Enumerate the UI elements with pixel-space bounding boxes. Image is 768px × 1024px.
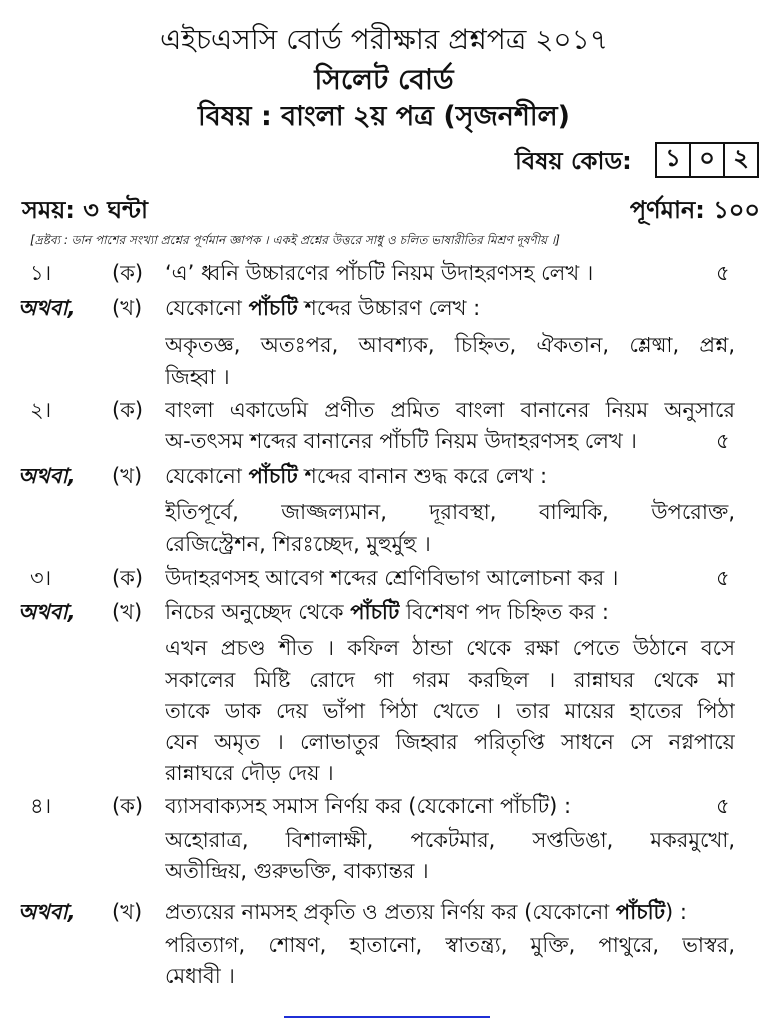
q1-kha-word-line: জিহ্বা । <box>165 365 230 389</box>
q4-number: ৪। <box>30 794 52 818</box>
subject-code-digit: ১ <box>657 144 691 176</box>
prompt-text: ) : <box>665 900 687 924</box>
full-marks: পূর্ণমান: ১০০ <box>629 196 760 224</box>
q3-paragraph-line: রান্নাঘরে দৌড় দেয় । <box>165 761 334 785</box>
q3-paragraph-line: যেন অমৃত । লোভাতুর জিহ্বার পরিতৃপ্তি সাধনে সে নগ্নপায়ে <box>165 730 735 754</box>
q3-ka-text: উদাহরণসহ আবেগ শব্দের শ্রেণিবিভাগ আলোচনা কর । <box>165 566 619 590</box>
q1-or-label: অথবা, <box>18 296 76 320</box>
q4-or-label: অথবা, <box>18 900 76 924</box>
q3-ka-label: (ক) <box>112 566 144 590</box>
q2-kha-prompt <box>165 461 735 491</box>
prompt-text: যেকোনো <box>165 464 249 488</box>
q4-ka-word-line: অতীন্দ্রিয়, গুরুভক্তি, বাক্যান্তর । <box>165 859 429 883</box>
q4-ka-text: ব্যাসবাক্যসহ সমাস নির্ণয় কর (যেকোনো পাঁচটি) : <box>165 794 572 818</box>
prompt-emphasis: পাঁচটি <box>615 900 666 924</box>
subject-heading: বিষয় : বাংলা ২য় পত্র (সৃজনশীল) <box>198 101 570 132</box>
q1-ka-marks: ৫ <box>716 261 730 285</box>
subject-code-digit: ২ <box>733 144 749 172</box>
prompt-text: শব্দের উচ্চারণ লেখ : <box>297 296 481 320</box>
q4-kha-word-line: মেধাবী । <box>165 964 235 988</box>
q2-ka-text-line: বাংলা একাডেমি প্রণীত প্রমিত বাংলা বানানের নিয়ম অনুসারে <box>165 398 735 422</box>
q3-kha-label: (খ) <box>112 600 143 624</box>
prompt-text: নিচের অনুচ্ছেদ থেকে <box>165 600 351 624</box>
prompt-text: শব্দের বানান শুদ্ধ করে লেখ : <box>297 464 548 488</box>
q4-ka-label: (ক) <box>112 794 144 818</box>
board-name: সিলেট বোর্ড <box>314 63 454 96</box>
q4-kha-label: (খ) <box>112 900 143 924</box>
q3-paragraph-line: এখন প্রচণ্ড শীত । কফিল ঠান্ডা থেকে রক্ষা পেতে উঠানে বসে <box>165 636 735 660</box>
q4-kha-prompt <box>165 897 735 927</box>
prompt-text: প্রত্যয়ের নামসহ প্রকৃতি ও প্রত্যয় নির্ণয় কর (যেকোনো <box>165 900 616 924</box>
q1-kha-label: (খ) <box>112 296 143 320</box>
subject-code-digit: ০ <box>691 144 725 176</box>
subject-code-box <box>655 142 759 178</box>
q4-ka-word-line: অহোরাত্র, বিশালাক্ষী, পকেটমার, সপ্তডিঙা, মকরমুখো, <box>165 828 735 852</box>
q1-kha-word-line: অকৃতজ্ঞ, অতঃপর, আবশ্যক, চিহ্নিত, ঐকতান, শ্লেষ্মা, প্রশ্ন, <box>165 333 735 357</box>
q3-kha-prompt <box>165 597 735 627</box>
exam-time: সময়: ৩ ঘন্টা <box>22 196 148 224</box>
q2-number: ২। <box>30 398 52 422</box>
subject-code-label: বিষয় কোড: <box>515 147 632 175</box>
q4-kha-word-line: পরিত্যাগ, শোষণ, হাতানো, স্বাতন্ত্র্য, মুক্তি, পাথুরে, ভাস্বর, <box>165 933 735 957</box>
q3-paragraph-line: সকালের মিষ্টি রোদে গা গরম করছিল । রান্নাঘর থেকে মা <box>165 668 735 692</box>
q3-number: ৩। <box>30 566 52 590</box>
footer-link-underline[interactable] <box>284 1016 490 1018</box>
q1-ka-label: (ক) <box>112 261 144 285</box>
q3-ka-marks: ৫ <box>716 566 730 590</box>
q3-or-label: অথবা, <box>18 600 76 624</box>
q2-kha-word-line: রেজিস্ট্রেশন, শিরঃচ্ছেদ, মুহুর্মুহু । <box>165 532 431 556</box>
prompt-emphasis: পাঁচটি <box>248 296 298 320</box>
exam-title: এইচএসসি বোর্ড পরীক্ষার প্রশ্নপত্র ২০১৭ <box>159 23 609 56</box>
prompt-emphasis: পাঁচটি <box>350 600 400 624</box>
q1-number: ১। <box>30 261 52 285</box>
q2-or-label: অথবা, <box>18 464 76 488</box>
q2-ka-text-line: অ-তৎসম শব্দের বানানের পাঁচটি নিয়ম উদাহরণসহ লেখ । <box>165 429 637 453</box>
q2-kha-word-line: ইতিপূর্বে, জাজ্জল্যমান, দূরাবস্থা, বাল্মিকি, উপরোক্ত, <box>165 500 735 524</box>
q2-ka-label: (ক) <box>112 398 144 422</box>
q4-ka-marks: ৫ <box>716 794 730 818</box>
prompt-emphasis: পাঁচটি <box>248 464 298 488</box>
instruction-note: [দ্রষ্টব্য : ডান পাশের সংখ্যা প্রশ্নের পূর্ণমান জ্ঞাপক । একই প্রশ্নের উত্তরে সাধু ও চলিত ভাষারীতির মিশ্রণ দূষণীয় ।] <box>30 233 560 247</box>
prompt-text: বিশেষণ পদ চিহ্নিত কর : <box>399 600 609 624</box>
q2-ka-marks: ৫ <box>716 429 730 453</box>
q2-kha-label: (খ) <box>112 464 143 488</box>
q3-paragraph-line: তাকে ডাক দেয় ভাঁপা পিঠা খেতে । তার মায়ের হাতের পিঠা <box>165 699 735 723</box>
prompt-text: যেকোনো <box>165 296 249 320</box>
q1-ka-text: ‘এ’ ধ্বনি উচ্চারণের পাঁচটি নিয়ম উদাহরণসহ লেখ । <box>165 261 594 285</box>
q1-kha-prompt <box>165 293 735 323</box>
